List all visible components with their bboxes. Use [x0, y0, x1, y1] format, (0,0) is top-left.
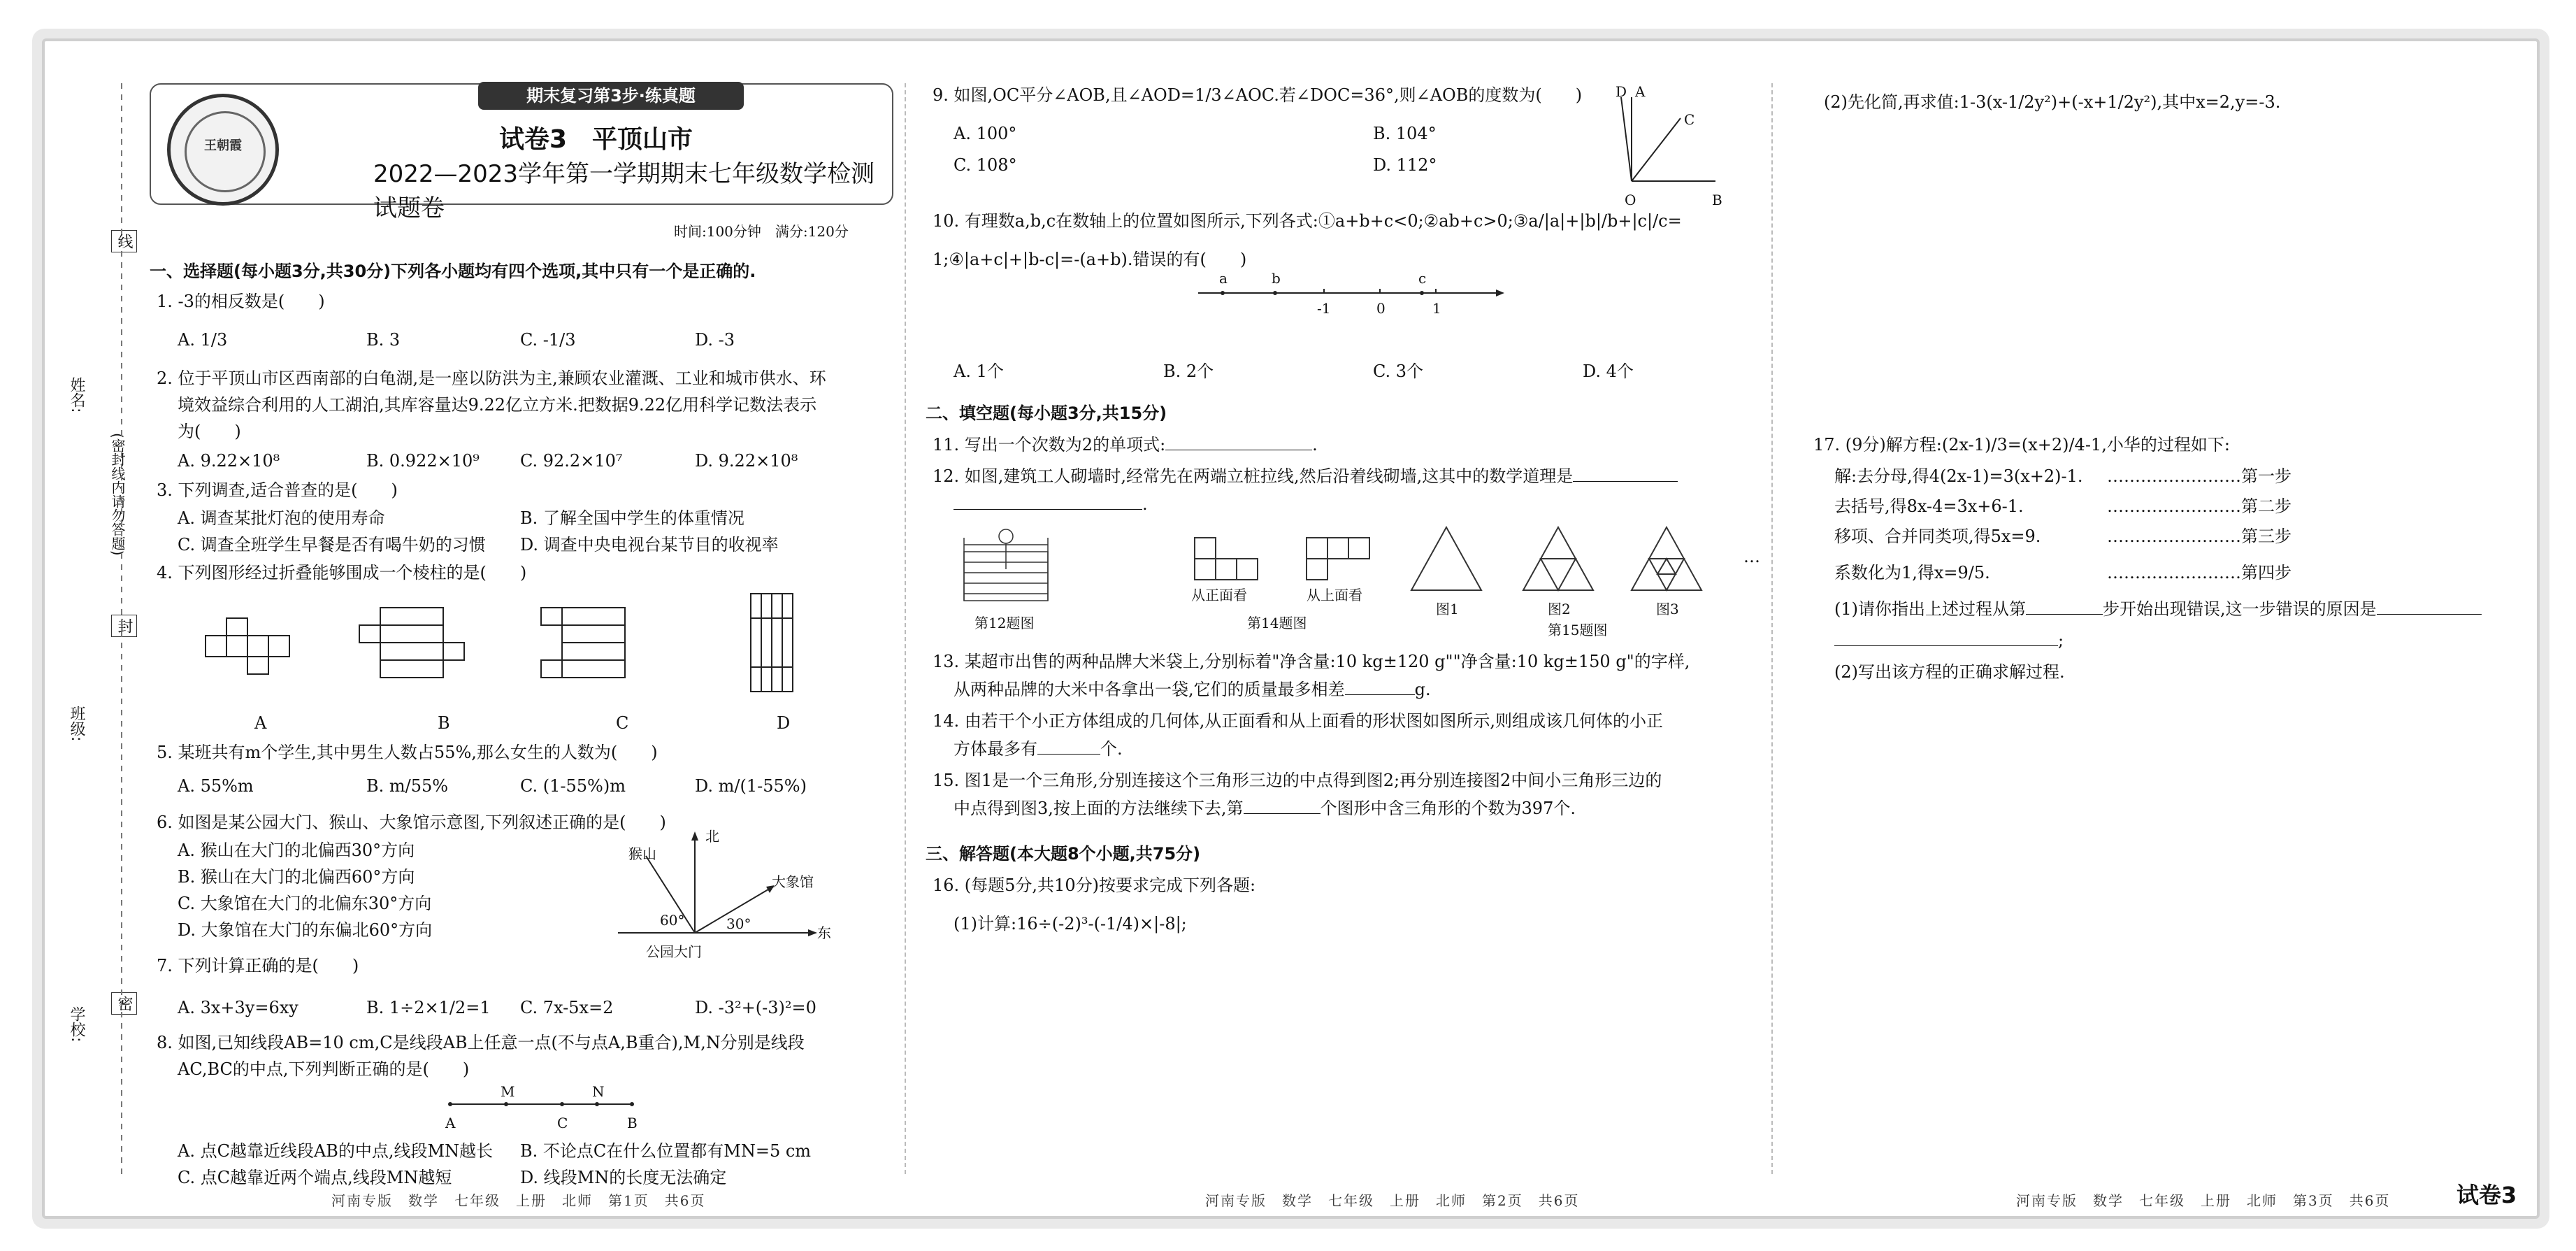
q4-label-a: A — [254, 713, 267, 733]
q9-a: A. 100° — [954, 124, 1017, 143]
q7-d: D. -3²+(-3)²=0 — [695, 998, 816, 1017]
q5-stem: 5. 某班共有m个学生,其中男生人数占55%,那么女生的人数为( ) — [157, 743, 658, 762]
q8-pt-b: B — [627, 1115, 638, 1131]
q12 — [933, 464, 1678, 488]
fig12-wall — [960, 524, 1051, 604]
fig15-label-3: 图3 — [1656, 601, 1679, 617]
q10-b: B. 2个 — [1163, 362, 1214, 381]
q9-pt-d: D — [1616, 83, 1627, 100]
q7-b: B. 1÷2×1/2=1 — [366, 998, 491, 1017]
q9-pt-o: O — [1625, 192, 1636, 208]
q9-d: D. 112° — [1373, 155, 1437, 175]
q16-part1: (1)计算:16÷(-2)³-(-1/4)×|-8|; — [954, 914, 1187, 934]
binding-class-label: 班级: — [68, 706, 85, 742]
q10-c: C. 3个 — [1373, 362, 1424, 381]
binding-seal-mark: 封 — [111, 615, 137, 637]
q17-step-4: 系数化为1,得x=9/5. — [1834, 563, 1990, 582]
binding-school-label: 学校: — [68, 1006, 85, 1043]
q5-b: B. m/55% — [366, 776, 449, 796]
q2-line3: 为( ) — [178, 422, 241, 441]
q10-tick-1: 1 — [1432, 300, 1441, 317]
footer-page-2: 河南专版 数学 七年级 上册 北师 第2页 共6页 — [1205, 1192, 1580, 1209]
brand-logo — [167, 94, 279, 206]
net-b — [359, 608, 464, 678]
q8-b: B. 不论点C在什么位置都有MN=5 cm — [520, 1141, 812, 1161]
q7-c: C. 7x-5x=2 — [520, 998, 614, 1017]
q4-label-c: C — [616, 713, 629, 733]
section1-heading: 一、选择题(每小题3分,共30分)下列各小题均有四个选项,其中只有一个是正确的. — [150, 262, 756, 281]
q17-part2: (2)写出该方程的正确求解过程. — [1834, 662, 2065, 682]
q9-pt-b: B — [1712, 192, 1722, 208]
q14-line1: 14. 由若干个小正方体组成的几何体,从正面看和从上面看的形状图如图所示,则组成该几何体的小正 — [933, 711, 1664, 731]
fig14-top-label: 从上面看 — [1307, 587, 1362, 603]
q9-c: C. 108° — [954, 155, 1017, 175]
q14-line2: 方体最多有 个. — [954, 739, 1123, 759]
q15-line1: 15. 图1是一个三角形,分别连接这个三角形三边的中点得到图2;再分别连接图2中间小三角形三边的 — [933, 771, 1662, 790]
q2-a: A. 9.22×10⁸ — [178, 451, 280, 471]
net-a — [206, 618, 289, 674]
q17-stem: 17. (9分)解方程:(2x-1)/3=(x+2)/4-1,小华的过程如下: — [1813, 435, 2230, 455]
q10-line1: 10. 有理数a,b,c在数轴上的位置如图所示,下列各式:①a+b+c<0;②ab+c>0;③a/|a|+|b|/b+|c|/c= — [933, 211, 1682, 231]
binding-name-label: 姓名: — [68, 377, 85, 413]
q8-pt-m: M — [501, 1083, 515, 1100]
q9-pt-a: A — [1635, 83, 1646, 100]
q3-a: A. 调查某批灯泡的使用寿命 — [178, 508, 385, 528]
q17-step-1: 解:去分母,得4(2x-1)=3(x+2)-1. — [1834, 466, 2083, 486]
page-1 — [45, 41, 884, 1209]
q11: 11. 写出一个次数为2的单项式: . — [933, 435, 1318, 455]
q15-text: 中点得到图3,按上面的方法继续下去,第 — [954, 799, 1244, 818]
footer-page-1: 河南专版 数学 七年级 上册 北师 第1页 共6页 — [331, 1192, 706, 1209]
q8-a: A. 点C越靠近线段AB的中点,线段MN越长 — [178, 1141, 494, 1161]
q14-answer-blank[interactable] — [1037, 754, 1100, 755]
q6-north-label: 北 — [705, 828, 719, 845]
q10-pt-a: a — [1219, 270, 1228, 287]
q9-pt-c: C — [1684, 111, 1695, 128]
page-2 — [919, 41, 1760, 1209]
q15-answer-blank[interactable] — [1244, 813, 1321, 814]
column-divider-1 — [905, 83, 906, 1174]
section3-heading: 三、解答题(本大题8个小题,共75分) — [926, 844, 1201, 864]
fig15-triangles — [1408, 524, 1729, 601]
q2-line1: 2. 位于平顶山市区西南部的白龟湖,是一座以防洪为主,兼顾农业灌溉、工业和城市供水、环 — [157, 369, 826, 388]
q9-angle-figure — [1618, 90, 1729, 195]
q6-d: D. 大象馆在大门的东偏北60°方向 — [178, 920, 433, 940]
q7-stem: 7. 下列计算正确的是( ) — [157, 956, 359, 975]
q6-gate-label: 公园大门 — [646, 943, 702, 960]
q3-stem: 3. 下列调查,适合普查的是( ) — [157, 480, 398, 500]
q10-pt-b: b — [1272, 270, 1281, 287]
q1-b: B. 3 — [366, 330, 401, 350]
q10-d: D. 4个 — [1583, 362, 1634, 381]
binding-note: (密封线内请勿答题) — [109, 433, 126, 556]
q2-b: B. 0.922×10⁹ — [366, 451, 480, 471]
q10-number-line — [1198, 279, 1506, 307]
q9-b: B. 104° — [1373, 124, 1437, 143]
column-divider-2 — [1771, 83, 1773, 1174]
q8-line2: AC,BC的中点,下列判断正确的是( ) — [178, 1059, 470, 1079]
paper-subtitle: 2022—2023学年第一学期期末七年级数学检测试题卷 — [373, 160, 875, 222]
q4-label-b: B — [438, 713, 450, 733]
q13-answer-blank[interactable] — [1345, 694, 1415, 695]
q10-tick-m1: -1 — [1317, 300, 1331, 317]
q6-monkey-label: 猴山 — [628, 845, 656, 862]
q15-line2 — [954, 796, 1576, 820]
q3-b: B. 了解全国中学生的体重情况 — [520, 508, 744, 528]
fig15-label-1: 图1 — [1436, 601, 1459, 617]
q3-d: D. 调查中央电视台某节目的收视率 — [520, 535, 779, 555]
q16-part2: (2)先化简,再求值:1-3(x-1/2y²)+(-x+1/2y²),其中x=2,y=-3. — [1824, 92, 2281, 112]
q13-line1: 13. 某超市出售的两种品牌大米袋上,分别标着"净含量:10 kg±120 g""净含量:10 kg±150 g"的字样, — [933, 652, 1690, 671]
q2-d: D. 9.22×10⁸ — [695, 451, 798, 471]
q17-step-3-tag: ……………………第三步 — [2107, 527, 2291, 546]
q8-c: C. 点C越靠近两个端点,线段MN越短 — [178, 1168, 452, 1187]
q13-line2: 从两种品牌的大米中各拿出一袋,它们的质量最多相差 g. — [954, 680, 1431, 699]
q9-stem: 9. 如图,OC平分∠AOB,且∠AOD=1/3∠AOC.若∠DOC=36°,则∠AOB的度数为( ) — [933, 85, 1583, 105]
q8-d: D. 线段MN的长度无法确定 — [520, 1168, 727, 1187]
q10-a: A. 1个 — [954, 362, 1004, 381]
section2-heading: 二、填空题(每小题3分,共15分) — [926, 403, 1167, 423]
q1-a: A. 1/3 — [178, 330, 228, 350]
fig14-caption: 第14题图 — [1247, 615, 1307, 631]
q8-segment-figure — [436, 1094, 646, 1115]
q2-line2: 境效益综合利用的人工湖泊,其库容量达9.22亿立方米.把数据9.22亿用科学记数法表示 — [178, 395, 817, 415]
logo-text: 王朝霞 — [204, 138, 242, 153]
q1-c: C. -1/3 — [520, 330, 576, 350]
q12-line2: . — [954, 492, 1148, 516]
q3-c: C. 调查全班学生早餐是否有喝牛奶的习惯 — [178, 535, 486, 555]
q8-line1: 8. 如图,已知线段AB=10 cm,C是线段AB上任意一点(不与点A,B重合),M,N分别是线段 — [157, 1033, 805, 1052]
q7-a: A. 3x+3y=6xy — [178, 998, 298, 1017]
paper-title: 试卷3 平顶山市 — [499, 125, 693, 154]
time-score: 时间:100分钟 满分:120分 — [674, 223, 849, 240]
q8-pt-c: C — [557, 1115, 568, 1131]
q5-a: A. 55%m — [178, 776, 254, 796]
exam-sheet — [42, 38, 2540, 1219]
q6-b: B. 猴山在大门的北偏西60°方向 — [178, 867, 415, 887]
q13-text: 从两种品牌的大米中各拿出一袋,它们的质量最多相差 — [954, 680, 1345, 699]
q2-c: C. 92.2×10⁷ — [520, 451, 623, 471]
fig14-front-view — [1191, 531, 1275, 587]
q6-angle30: 30° — [726, 915, 751, 932]
net-d — [751, 594, 793, 692]
q6-east-label: 东 — [817, 924, 831, 941]
q16-stem: 16. (每题5分,共10分)按要求完成下列各题: — [933, 875, 1256, 895]
page-3 — [1785, 41, 2526, 1209]
q6-elephant-label: 大象馆 — [772, 873, 814, 890]
q17-step-2: 去括号,得8x-4=3x+6-1. — [1834, 496, 2024, 516]
q1-stem: 1. -3的相反数是( ) — [157, 292, 325, 311]
review-tag: 期末复习第3步·练真题 — [478, 82, 744, 110]
q4-label-d: D — [777, 713, 791, 733]
q17-step-blank[interactable] — [2026, 614, 2103, 615]
q10-line2: 1;④|a+c|+|b-c|=-(a+b).错误的有( ) — [933, 250, 1247, 269]
q5-c: C. (1-55%)m — [520, 776, 626, 796]
q11-text: 11. 写出一个次数为2的单项式: — [933, 435, 1166, 455]
q17-part1 — [1834, 597, 2482, 621]
footer-page-3: 河南专版 数学 七年级 上册 北师 第3页 共6页 — [2016, 1192, 2391, 1209]
q8-pt-n: N — [592, 1083, 605, 1100]
q8-pt-a: A — [445, 1115, 456, 1131]
q17-part1-line2: ; — [1834, 629, 2064, 652]
q15-text-end: 个图形中含三角形的个数为397个. — [1320, 799, 1576, 818]
q17-step-2-tag: ……………………第二步 — [2107, 496, 2291, 516]
q10-tick-0: 0 — [1376, 300, 1386, 317]
fig12-caption: 第12题图 — [974, 615, 1035, 631]
q12-text: 12. 如图,建筑工人砌墙时,经常先在两端立桩拉线,然后沿着线砌墙,这其中的数学道理是 — [933, 466, 1574, 486]
net-c — [541, 608, 625, 678]
q4-net-figures — [185, 594, 814, 699]
q6-c: C. 大象馆在大门的北偏东30°方向 — [178, 894, 432, 913]
corner-paper-label: 试卷3 — [2456, 1182, 2517, 1208]
fig14-front-label: 从正面看 — [1191, 587, 1247, 603]
fig14-top-view — [1303, 531, 1387, 587]
q17-reason-blank-1[interactable] — [2377, 614, 2482, 615]
fig15-ellipsis: … — [1743, 547, 1760, 566]
q17-part1-text-a: (1)请你指出上述过程从第 — [1834, 599, 2026, 619]
q17-part1-text-b: 步开始出现错误,这一步错误的原因是 — [2103, 599, 2377, 619]
q17-step-1-tag: ……………………第一步 — [2107, 466, 2291, 486]
q17-reason-blank-2[interactable] — [1834, 645, 2058, 646]
q4-stem: 4. 下列图形经过折叠能够围成一个棱柱的是( ) — [157, 563, 527, 582]
q12-answer-blank-2[interactable] — [954, 509, 1142, 510]
q5-d: D. m/(1-55%) — [695, 776, 807, 796]
q14-text: 方体最多有 — [954, 739, 1037, 759]
q12-answer-blank-1[interactable] — [1573, 481, 1678, 482]
binding-line-mark: 线 — [111, 230, 137, 252]
q6-a: A. 猴山在大门的北偏西30°方向 — [178, 841, 415, 860]
q10-pt-c: c — [1418, 270, 1427, 287]
q17-step-3: 移项、合并同类项,得5x=9. — [1834, 527, 2041, 546]
fig15-caption: 第15题图 — [1548, 622, 1608, 638]
binding-secret-mark: 密 — [111, 992, 137, 1015]
q6-stem: 6. 如图是某公园大门、猴山、大象馆示意图,下列叙述正确的是( ) — [157, 813, 666, 832]
q1-d: D. -3 — [695, 330, 735, 350]
q17-step-4-tag: ……………………第四步 — [2107, 563, 2291, 582]
q6-angle60: 60° — [660, 912, 685, 929]
binding-dashed-line — [120, 83, 123, 1174]
fig15-label-2: 图2 — [1548, 601, 1571, 617]
